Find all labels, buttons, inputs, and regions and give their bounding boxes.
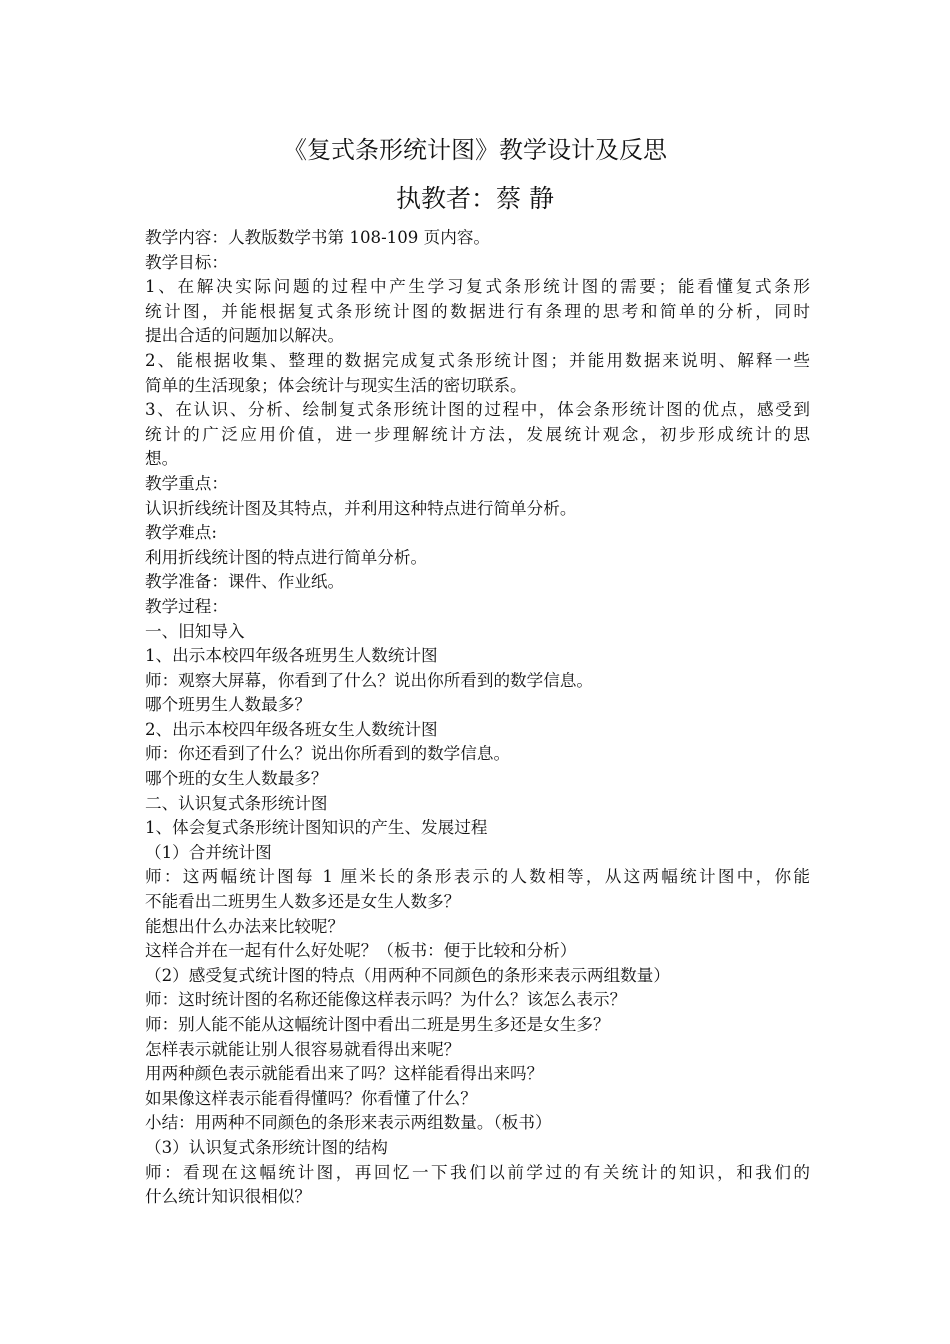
text-line: 教学难点: <box>145 523 217 543</box>
text-line: 师：这时统计图的名称还能像这样表示吗？为什么？该怎么表示？ <box>145 990 627 1010</box>
text-line: 1、在解决实际问题的过程中产生学习复式条形统计图的需要；能看懂复式条形 <box>145 277 810 297</box>
text-line: 利用折线统计图的特点进行简单分析。 <box>145 547 428 567</box>
text-line: 教学目标： <box>145 252 228 272</box>
text-line: 2、出示本校四年级各班女生人数统计图 <box>145 719 438 739</box>
text-line: 不能看出二班男生人数多还是女生人数多？ <box>145 892 461 912</box>
text-line: 师：看现在这幅统计图，再回忆一下我们以前学过的有关统计的知识，和我们的 <box>145 1162 810 1182</box>
text-line: 怎样表示就能让别人很容易就看得出来呢？ <box>145 1039 461 1059</box>
text-line: （1）合并统计图 <box>145 842 272 862</box>
text-line: 师：观察大屏幕，你看到了什么？说出你所看到的数学信息。 <box>145 670 594 690</box>
text-line: 什么统计知识很相似？ <box>145 1187 311 1207</box>
text-line: 师：别人能不能从这幅统计图中看出二班是男生多还是女生多？ <box>145 1015 610 1034</box>
text-line: 简单的生活现象；体会统计与现实生活的密切联系。 <box>145 375 527 395</box>
text-line: 如果像这样表示能看得懂吗？你看懂了什么？ <box>145 1088 477 1108</box>
text-line: 教学内容：人教版数学书第 108-109 页内容。 <box>145 228 490 247</box>
document-author: 执教者：蔡 静 <box>396 184 554 213</box>
text-line: 小结：用两种不同颜色的条形来表示两组数量。（板书） <box>145 1113 552 1133</box>
text-line: 用两种颜色表示就能看出来了吗？这样能看得出来吗？ <box>145 1064 544 1084</box>
text-line: 提出合适的问题加以解决。 <box>145 326 345 346</box>
text-line: 1、体会复式条形统计图知识的产生、发展过程 <box>145 818 488 838</box>
document-body <box>145 226 810 1210</box>
text-line: 师：你还看到了什么？说出你所看到的数学信息。 <box>145 744 511 764</box>
text-line: 哪个班男生人数最多？ <box>145 695 311 715</box>
text-line: 统计图，并能根据复式条形统计图的数据进行有条理的思考和简单的分析，同时 <box>145 301 810 321</box>
document-title: 《复式条形统计图》教学设计及反思 <box>283 136 667 164</box>
text-line: （3）认识复式条形统计图的结构 <box>145 1137 388 1157</box>
text-line: 教学重点： <box>145 473 228 493</box>
text-line: 教学过程： <box>145 596 228 616</box>
text-line: 能想出什么办法来比较呢？ <box>145 916 345 936</box>
text-line: 认识折线统计图及其特点，并利用这种特点进行简单分析。 <box>145 498 577 518</box>
text-line: 1、出示本校四年级各班男生人数统计图 <box>145 646 438 666</box>
text-line: 这样合并在一起有什么好处呢？（板书：便于比较和分析） <box>145 941 577 961</box>
text-line: 师：这两幅统计图每 1 厘米长的条形表示的人数相等，从这两幅统计图中，你能 <box>145 867 810 887</box>
text-line: 教学准备：课件、作业纸。 <box>145 572 345 592</box>
text-line: 3、在认识、分析、绘制复式条形统计图的过程中，体会条形统计图的优点，感受到 <box>145 400 810 420</box>
text-line: 一、旧知导入 <box>145 621 245 641</box>
text-line: （2）感受复式统计图的特点（用两种不同颜色的条形来表示两组数量） <box>145 965 670 985</box>
text-line: 2、能根据收集、整理的数据完成复式条形统计图；并能用数据来说明、解释一些 <box>145 350 810 370</box>
text-line: 哪个班的女生人数最多？ <box>145 769 328 789</box>
text-line: 想。 <box>145 449 179 469</box>
text-line: 统计的广泛应用价值，进一步理解统计方法，发展统计观念，初步形成统计的思 <box>145 424 810 444</box>
text-line: 二、认识复式条形统计图 <box>145 793 328 813</box>
